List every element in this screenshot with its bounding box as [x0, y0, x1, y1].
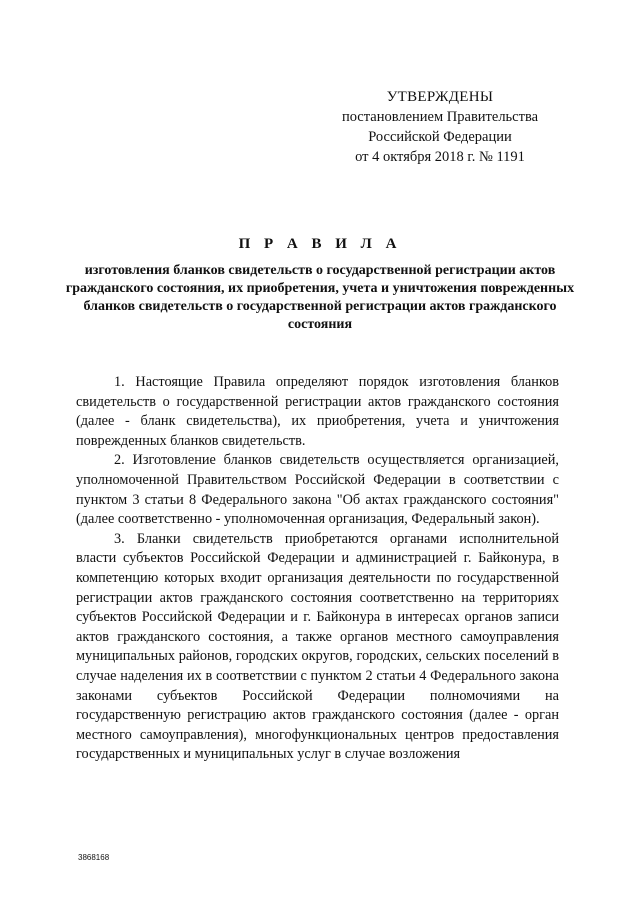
approval-line-3: от 4 октября 2018 г. № 1191: [355, 149, 525, 165]
paragraph-2: 2. Изготовление бланков свидетельств осуществляется организацией, уполномоченной Правительством Российской Федерации в соответствии с пунктом 3 статьи 8 Федерального закона "Об актах гражданского состояния" (далее соответственно - уполномоченная организация, Федеральный закон).: [76, 452, 559, 528]
approval-stamp: [330, 87, 550, 167]
approval-title: УТВЕРЖДЕНЫ: [386, 89, 494, 105]
paragraph-3: 3. Бланки свидетельств приобретаются органами исполнительной власти субъектов Российской Федерации и администрацией г. Байконура, в компетенцию которых входит организация деятельности по государственной регистрации актов гражданского состояния соответственно на территориях субъектов Российской Федерации и г. Байконура в интересах органов записи актов гражданского состояния, а также органов местного самоуправления муниципальных районов, городских округов, городских, сельских поселений в случае наделения их в соответствии с пунктом 2 статьи 4 Федерального закона законами субъектов Российской Федерации полномочиями на государственную регистрацию актов гражданского состояния (далее - орган местного самоуправления), многофункциональных центров предоставления государственных и муниципальных услуг в случае возложения: [76, 530, 559, 763]
rules-subtitle: изготовления бланков свидетельств о государственной регистрации актов гражданского состояния, их приобретения, учета и уничтожения поврежденных бланков свидетельств о государственной регистрации актов гражданского состояния: [65, 263, 575, 332]
approval-line-1: постановлением Правительства: [341, 109, 539, 125]
document-code: 3868168: [78, 853, 110, 862]
approval-line-2: Российской Федерации: [368, 129, 512, 145]
paragraph-1: 1. Настоящие Правила определяют порядок изготовления бланков свидетельств о государственной регистрации актов гражданского состояния (далее - бланк свидетельства), их приобретения, учета и уничтожения поврежденных бланков свидетельств.: [76, 374, 559, 449]
document-body: [76, 373, 559, 765]
rules-heading: П Р А В И Л А: [238, 236, 402, 252]
